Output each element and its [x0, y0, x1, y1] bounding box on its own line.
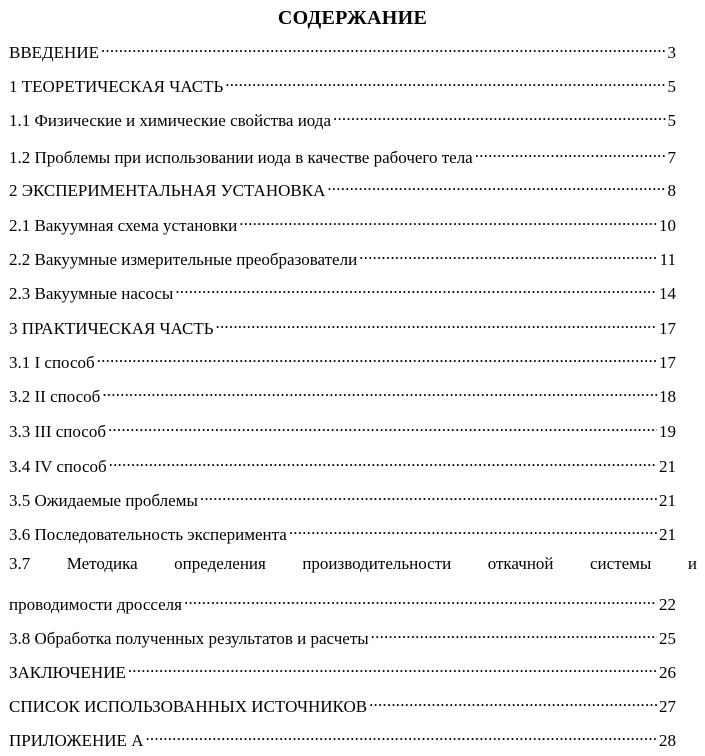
dot-leader	[369, 690, 657, 712]
dot-leader	[108, 415, 657, 437]
toc-entry-3-6[interactable]	[9, 518, 676, 544]
toc-page-number: 5	[667, 77, 676, 96]
toc-entry-text: проводимости дросселя	[9, 595, 182, 614]
toc-entry-text: 3.2 II способ	[9, 387, 101, 406]
toc-page-number: 5	[667, 111, 676, 130]
toc-page-number: 25	[659, 629, 676, 648]
toc-entry-text: ЗАКЛЮЧЕНИЕ	[9, 663, 126, 682]
toc-entry-text: 1.1 Физические и химические свойства иода	[9, 111, 332, 130]
toc-entry-text: 3.1 I способ	[9, 353, 95, 372]
toc-entry-2-1[interactable]	[9, 209, 676, 235]
toc-entry-text: ВВЕДЕНИЕ	[9, 43, 99, 62]
toc-page-number: 21	[659, 525, 676, 544]
dot-leader	[184, 588, 657, 610]
toc-word: системы	[590, 554, 652, 573]
toc-word: откачной	[487, 554, 554, 573]
toc-entry-text: ПРИЛОЖЕНИЕ А	[9, 731, 144, 750]
toc-entry-introduction[interactable]	[9, 36, 676, 62]
toc-entry-text: 3.8 Обработка полученных результатов и расчеты	[9, 629, 369, 648]
toc-page-number: 11	[659, 250, 676, 269]
toc-page-number: 22	[659, 595, 676, 614]
toc-entry-2-2[interactable]	[9, 243, 676, 269]
toc-page-number: 3	[667, 43, 676, 62]
dot-leader	[289, 518, 657, 540]
dot-leader	[97, 346, 657, 368]
toc-page-number: 19	[659, 422, 676, 441]
toc-word: 3.7	[9, 554, 31, 573]
dot-leader	[359, 243, 657, 265]
toc-page-number: 18	[659, 387, 676, 406]
toc-entry-text: 2 ЭКСПЕРИМЕНТАЛЬНАЯ УСТАНОВКА	[9, 181, 326, 200]
toc-page-number: 10	[659, 216, 676, 235]
dot-leader	[371, 622, 657, 644]
dot-leader	[175, 277, 657, 299]
dot-leader	[200, 484, 657, 506]
page-title: СОДЕРЖАНИЕ	[277, 7, 428, 29]
toc-page-number: 7	[667, 148, 676, 167]
toc-page-number: 21	[659, 457, 676, 476]
toc-entry-conclusion[interactable]	[9, 656, 676, 682]
toc-page-number: 26	[659, 663, 676, 682]
toc-entry-text: 2.1 Вакуумная схема установки	[9, 216, 238, 235]
dot-leader	[145, 724, 657, 746]
dot-leader	[333, 104, 665, 126]
toc-entry-text: 1 ТЕОРЕТИЧЕСКАЯ ЧАСТЬ	[9, 77, 224, 96]
dot-leader	[475, 141, 666, 163]
toc-entry-text: 3.3 III способ	[9, 422, 106, 441]
toc-word: Методика	[66, 554, 138, 573]
toc-entry-1-2[interactable]	[9, 141, 676, 167]
toc-entry-3-2[interactable]	[9, 380, 676, 406]
dot-leader	[102, 380, 657, 402]
toc-page-number: 28	[659, 731, 676, 750]
toc-entry-references[interactable]	[9, 690, 676, 716]
toc-entry-appendix-a[interactable]	[9, 724, 676, 750]
dot-leader	[239, 209, 657, 231]
toc-page-number: 14	[659, 284, 676, 303]
toc-entry-2-3[interactable]	[9, 277, 676, 303]
toc-entry-3-3[interactable]	[9, 415, 676, 441]
toc-page-number: 21	[659, 491, 676, 510]
dot-leader	[327, 174, 665, 196]
toc-entry-text: 3.5 Ожидаемые проблемы	[9, 491, 198, 510]
toc-word: определения	[174, 554, 266, 573]
toc-word: и	[687, 554, 697, 573]
dot-leader	[109, 450, 657, 472]
toc-word: производительности	[302, 554, 452, 573]
toc-entry-experimental-setup[interactable]	[9, 174, 676, 200]
toc-entry-3-1[interactable]	[9, 346, 676, 372]
toc-entry-text: 3.6 Последовательность эксперимента	[9, 525, 287, 544]
toc-page-number: 17	[659, 319, 676, 338]
toc-entry-practical-part[interactable]	[9, 312, 676, 338]
toc-entry-text: 1.2 Проблемы при использовании иода в качестве рабочего тела	[9, 148, 473, 167]
toc-entry-3-7[interactable]	[9, 588, 676, 614]
dot-leader	[101, 36, 666, 58]
toc-entry-3-8[interactable]	[9, 622, 676, 648]
toc-entry-text: 3.4 IV способ	[9, 457, 107, 476]
toc-entry-1-1[interactable]	[9, 104, 676, 130]
toc-page-number: 17	[659, 353, 676, 372]
toc-entry-3-5[interactable]	[9, 484, 676, 510]
toc-page-number: 27	[659, 697, 676, 716]
toc-entry-3-7-first-line[interactable]	[9, 553, 697, 575]
dot-leader	[225, 70, 665, 92]
toc-page-number: 8	[667, 181, 676, 200]
toc-entry-theory-part[interactable]	[9, 70, 676, 96]
toc-entry-text: 3 ПРАКТИЧЕСКАЯ ЧАСТЬ	[9, 319, 214, 338]
toc-entry-3-4[interactable]	[9, 450, 676, 476]
toc-entry-text: СПИСОК ИСПОЛЬЗОВАННЫХ ИСТОЧНИКОВ	[9, 697, 368, 716]
toc-entry-text: 2.2 Вакуумные измерительные преобразователи	[9, 250, 358, 269]
dot-leader	[216, 312, 657, 334]
dot-leader	[128, 656, 657, 678]
toc-entry-text: 2.3 Вакуумные насосы	[9, 284, 174, 303]
